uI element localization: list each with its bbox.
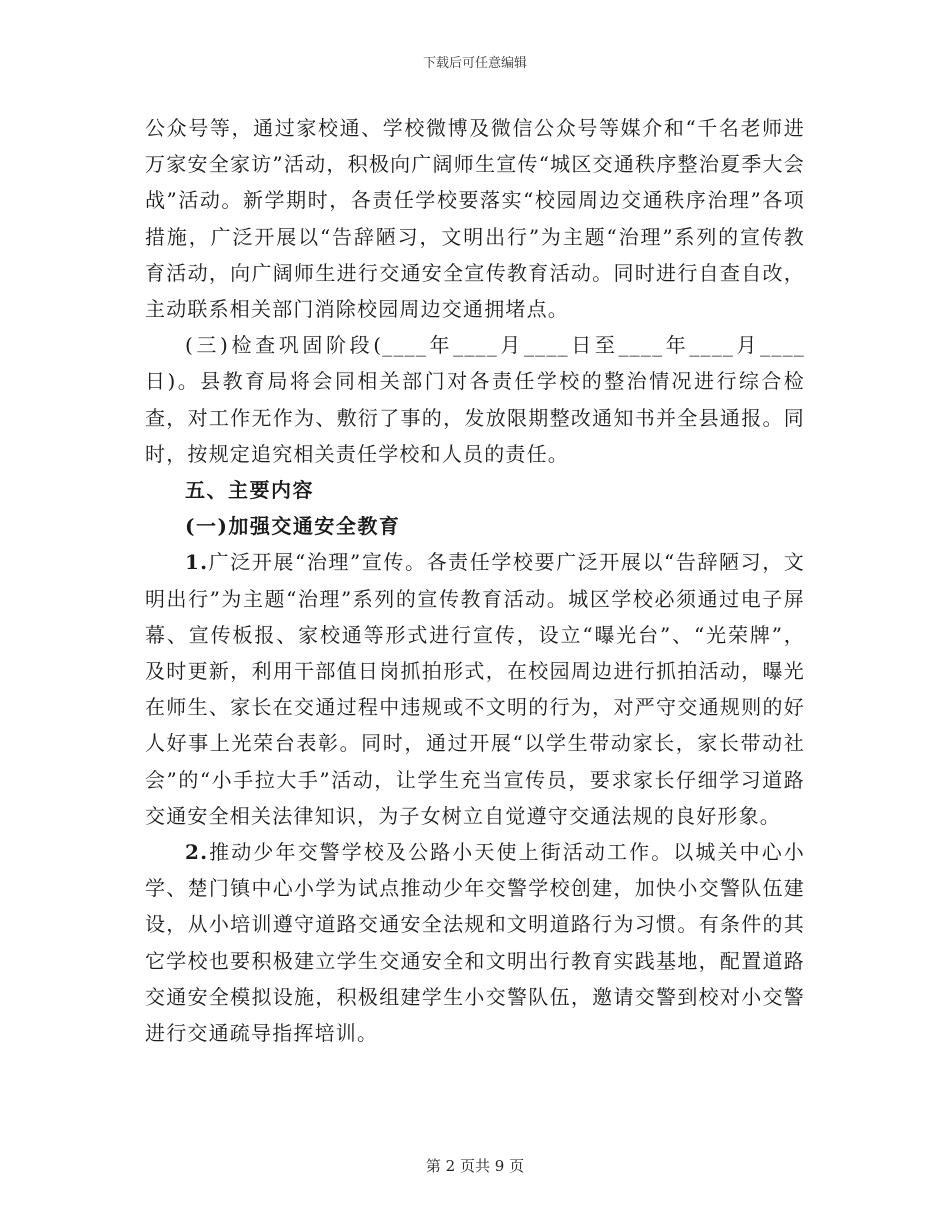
list-item-number: 1. — [185, 550, 209, 575]
list-item-2 — [145, 834, 805, 1051]
paragraph-continued: 公众号等，通过家校通、学校微博及微信公众号等媒介和“千名老师进万家安全家访”活动，积极向广阔师生宣传“城区交通秩序整治夏季大会战”活动。新学期时，各责任学校要落实“校园周边交通秩序治理”各项措施，广泛开展以“告辞陋习，文明出行”为主题“治理”系列的宣传教育活动，向广阔师生进行交通安全宣传教育活动。同时进行自查自改，主动联系相关部门消除校园周边交通拥堵点。 — [145, 116, 805, 322]
list-item-number: 2. — [185, 840, 209, 865]
subsection-heading-safety-education: (一)加强交通安全教育 — [185, 514, 401, 539]
paragraph-inspection-stage: (三)检查巩固阶段(____年____月____日至____年____月____日)。县教育局将会同相关部门对各责任学校的整治情况进行综合检查，对工作无作为、敷衍了事的，发放限期整改通知书并全县通报。同时，按规定追究相关责任学校和人员的责任。 — [145, 333, 805, 466]
document-body — [145, 110, 805, 1051]
section-heading-main-content: 五、主要内容 — [185, 478, 314, 503]
page-footer: 第 2 页共 9 页 — [425, 1157, 525, 1175]
list-item-text: 推动少年交警学校及公路小天使上街活动工作。以城关中心小学、楚门镇中心小学为试点推动少年交警学校创建，加快小交警队伍建设，从小培训遵守道路交通安全法规和文明道路行为习惯。有条件的其它学校也要积极建立学生交通安全和文明出行教育实践基地，配置道路交通安全模拟设施，积极组建学生小交警队伍，邀请交警到校对小交警进行交通疏导指挥培训。 — [145, 840, 805, 1046]
list-item-text: 广泛开展“治理”宣传。各责任学校要广泛开展以“告辞陋习，文明出行”为主题“治理”系列的宣传教育活动。城区学校必须通过电子屏幕、宣传板报、家校通等形式进行宣传，设立“曝光台”、“光荣牌”，及时更新，利用干部值日岗抓拍形式，在校园周边进行抓拍活动，曝光在师生、家长在交通过程中违规或不文明的行为，对严守交通规则的好人好事上光荣台表彰。同时，通过开展“以学生带动家长，家长带动社会”的“小手拉大手”活动，让学生充当宣传员，要求家长仔细学习道路交通安全相关法律知识，为子女树立自觉遵守交通法规的良好形象。 — [145, 550, 805, 828]
page-header: 下载后可任意编辑 — [422, 56, 527, 71]
list-item-1 — [145, 544, 805, 834]
